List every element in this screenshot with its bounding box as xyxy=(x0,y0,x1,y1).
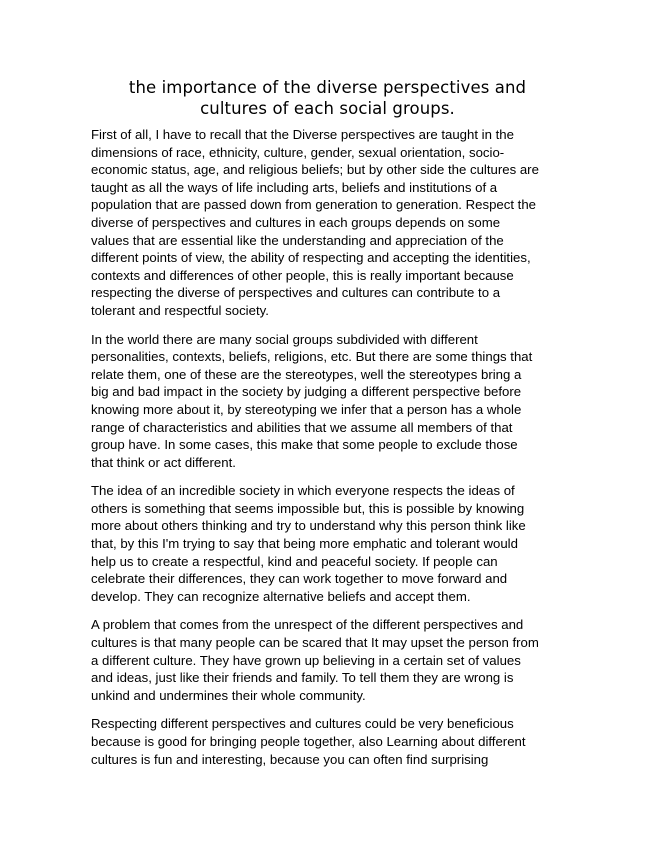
text-line: that think or act different. xyxy=(91,454,236,470)
text-line: taught as all the ways of life including arts, beliefs and institutions of a xyxy=(91,179,498,195)
text-line: The idea of an incredible society in which everyone respects the ideas of xyxy=(91,483,515,499)
text-line: values that are essential like the understanding and appreciation of the xyxy=(91,232,504,248)
text-line: unkind and undermines their whole community. xyxy=(91,687,366,703)
paragraph-2 xyxy=(91,331,571,472)
text-line: big and bad impact in the society by judging a different perspective before xyxy=(91,384,522,400)
text-line: develop. They can recognize alternative beliefs and accept them. xyxy=(91,588,471,604)
paragraph-5 xyxy=(91,715,571,768)
text-line: personalities, contexts, beliefs, religions, etc. But there are some things that xyxy=(91,349,533,365)
paragraph-3 xyxy=(91,482,571,605)
text-line: celebrate their differences, they can work together to move forward and xyxy=(91,571,508,587)
text-line: knowing more about it, by stereotyping we infer that a person has a whole xyxy=(91,401,522,417)
paragraph-1 xyxy=(91,126,571,320)
text-line: Respecting different perspectives and cultures could be very beneficious xyxy=(91,716,514,732)
text-line: group have. In some cases, this make that some people to exclude those xyxy=(91,437,518,453)
text-line: different points of view, the ability of respecting and accepting the identities, xyxy=(91,250,531,266)
document-title-line: the importance of the diverse perspectives and xyxy=(128,78,527,97)
text-line: In the world there are many social groups subdivided with different xyxy=(91,331,478,347)
text-line: A problem that comes from the unrespect of the different perspectives and xyxy=(91,617,524,633)
text-line: contexts and differences of other people, this is really important because xyxy=(91,267,514,283)
text-line: cultures is that many people can be scared that It may upset the person from xyxy=(91,635,539,651)
text-line: tolerant and respectful society. xyxy=(91,302,269,318)
text-line: relate them, one of these are the stereotypes, well the stereotypes bring a xyxy=(91,366,522,382)
text-line: because is good for bringing people together, also Learning about different xyxy=(91,734,526,749)
text-line: population that are passed down from generation to generation. Respect the xyxy=(91,197,537,213)
text-line: a different culture. They have grown up believing in a certain set of values xyxy=(91,652,521,668)
text-line: economic status, age, and religious beliefs; but by other side the cultures are xyxy=(91,162,539,178)
text-line: more about others thinking and try to understand why this person think like xyxy=(91,518,526,534)
text-line: respecting the diverse of perspectives and cultures can contribute to a xyxy=(91,285,501,301)
text-line: others is something that seems impossible but, this is possible by knowing xyxy=(91,500,525,516)
text-line: First of all, I have to recall that the Diverse perspectives are taught in the xyxy=(91,127,514,142)
text-line: that, by this I'm trying to say that being more emphatic and tolerant would xyxy=(91,536,518,552)
document-body xyxy=(91,126,571,779)
text-line: and ideas, just like their friends and family. To tell them they are wrong is xyxy=(91,670,514,686)
document-title xyxy=(60,77,595,119)
text-line: help us to create a respectful, kind and peaceful society. If people can xyxy=(91,553,498,569)
document-title-line: cultures of each social groups. xyxy=(200,99,455,118)
text-line: cultures is fun and interesting, because you can often find surprising xyxy=(91,751,489,767)
paragraph-4 xyxy=(91,616,571,704)
text-line: diverse of perspectives and cultures in each groups depends on some xyxy=(91,214,501,230)
text-line: range of characteristics and abilities that we assume all members of that xyxy=(91,419,513,435)
text-line: dimensions of race, ethnicity, culture, gender, sexual orientation, socio- xyxy=(91,144,505,160)
